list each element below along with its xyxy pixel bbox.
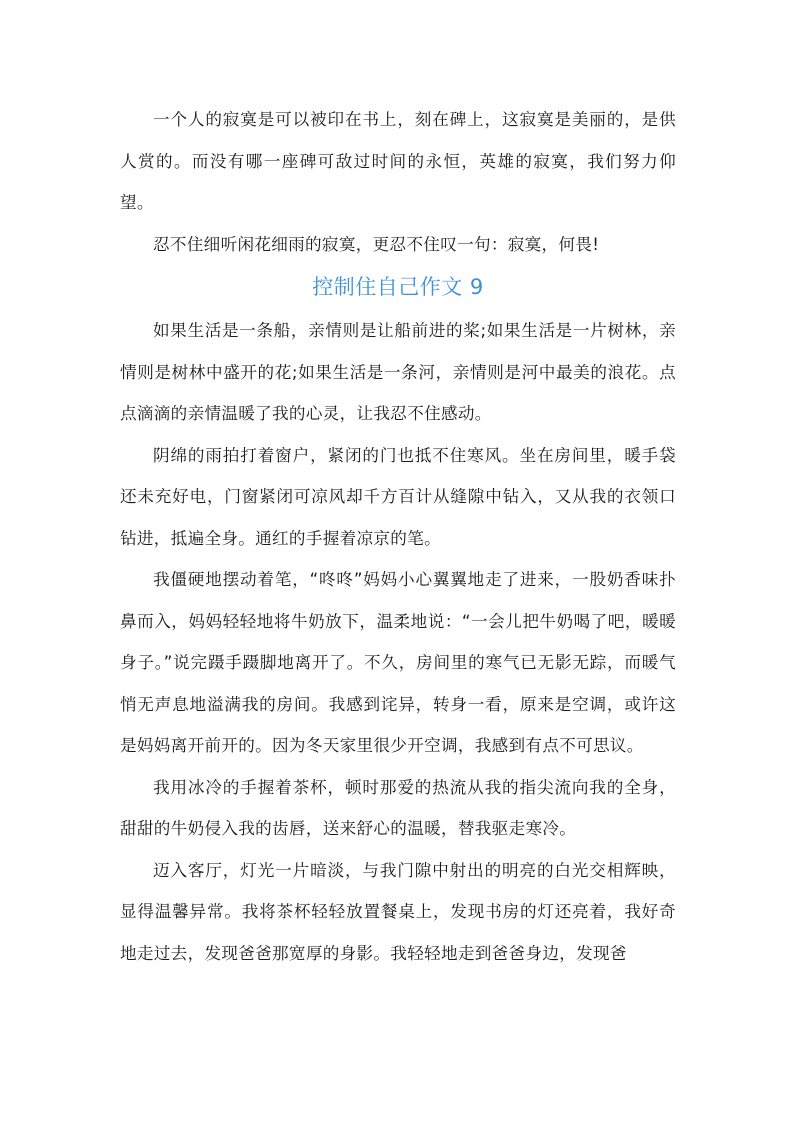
paragraph-family-metaphor: 如果生活是一条船，亲情则是让船前进的桨;如果生活是一片树林，亲情则是树林中盛开的花;如果生活是一条河，亲情则是河中最美的浪花。点点滴滴的亲情温暖了我的心灵，让我忍不住感动。 — [120, 321, 676, 423]
paragraph-warm-cup: 我用冰冷的手握着茶杯，顿时那爱的热流从我的指尖流向我的全身，甜甜的牛奶侵入我的齿唇，送来舒心的温暖，替我驱走寒冷。 — [120, 777, 676, 838]
paragraph-solitude-carved: 一个人的寂寞是可以被印在书上，刻在碑上，这寂寞是美丽的，是供人赏的。而没有哪一座碑可敌过时间的永恒，英雄的寂寞，我们努力仰望。 — [120, 110, 676, 212]
paragraph-living-room: 迈入客厅，灯光一片暗淡，与我门隙中射出的明亮的白光交相辉映，显得温馨异常。我将茶杯轻轻放置餐桌上，发现书房的灯还亮着，我好奇地走过去，发现爸爸那宽厚的身影。我轻轻地走到爸爸身边，发现爸 — [120, 860, 676, 963]
document-body — [120, 99, 676, 974]
paragraph-solitude-sigh: 忍不住细听闲花细雨的寂寞，更忍不住叹一句：寂寞，何畏! — [153, 234, 600, 254]
paragraph-rainy-room: 阴绵的雨拍打着窗户，紧闭的门也抵不住寒风。坐在房间里，暖手袋还未充好电，门窗紧闭可凉风却千方百计从缝隙中钻入，又从我的衣领口钻进，抵遍全身。通红的手握着凉京的笔。 — [120, 445, 676, 548]
paragraph-mother-milk: 我僵硬地摆动着笔，“咚咚”妈妈小心翼翼地走了进来，一股奶香味扑鼻而入，妈妈轻轻地将牛奶放下，温柔地说：“一会儿把牛奶喝了吧，暖暖身子。”说完蹑手蹑脚地离开了。不久，房间里的寒气已无影无踪，而暖气悄无声息地溢满我的房间。我感到诧异，转身一看，原来是空调，或许这是妈妈离开前开的。因为冬天家里很少开空调，我感到有点不可思议。 — [120, 570, 676, 755]
essay-title: 控制住自己作文 9 — [312, 275, 484, 299]
